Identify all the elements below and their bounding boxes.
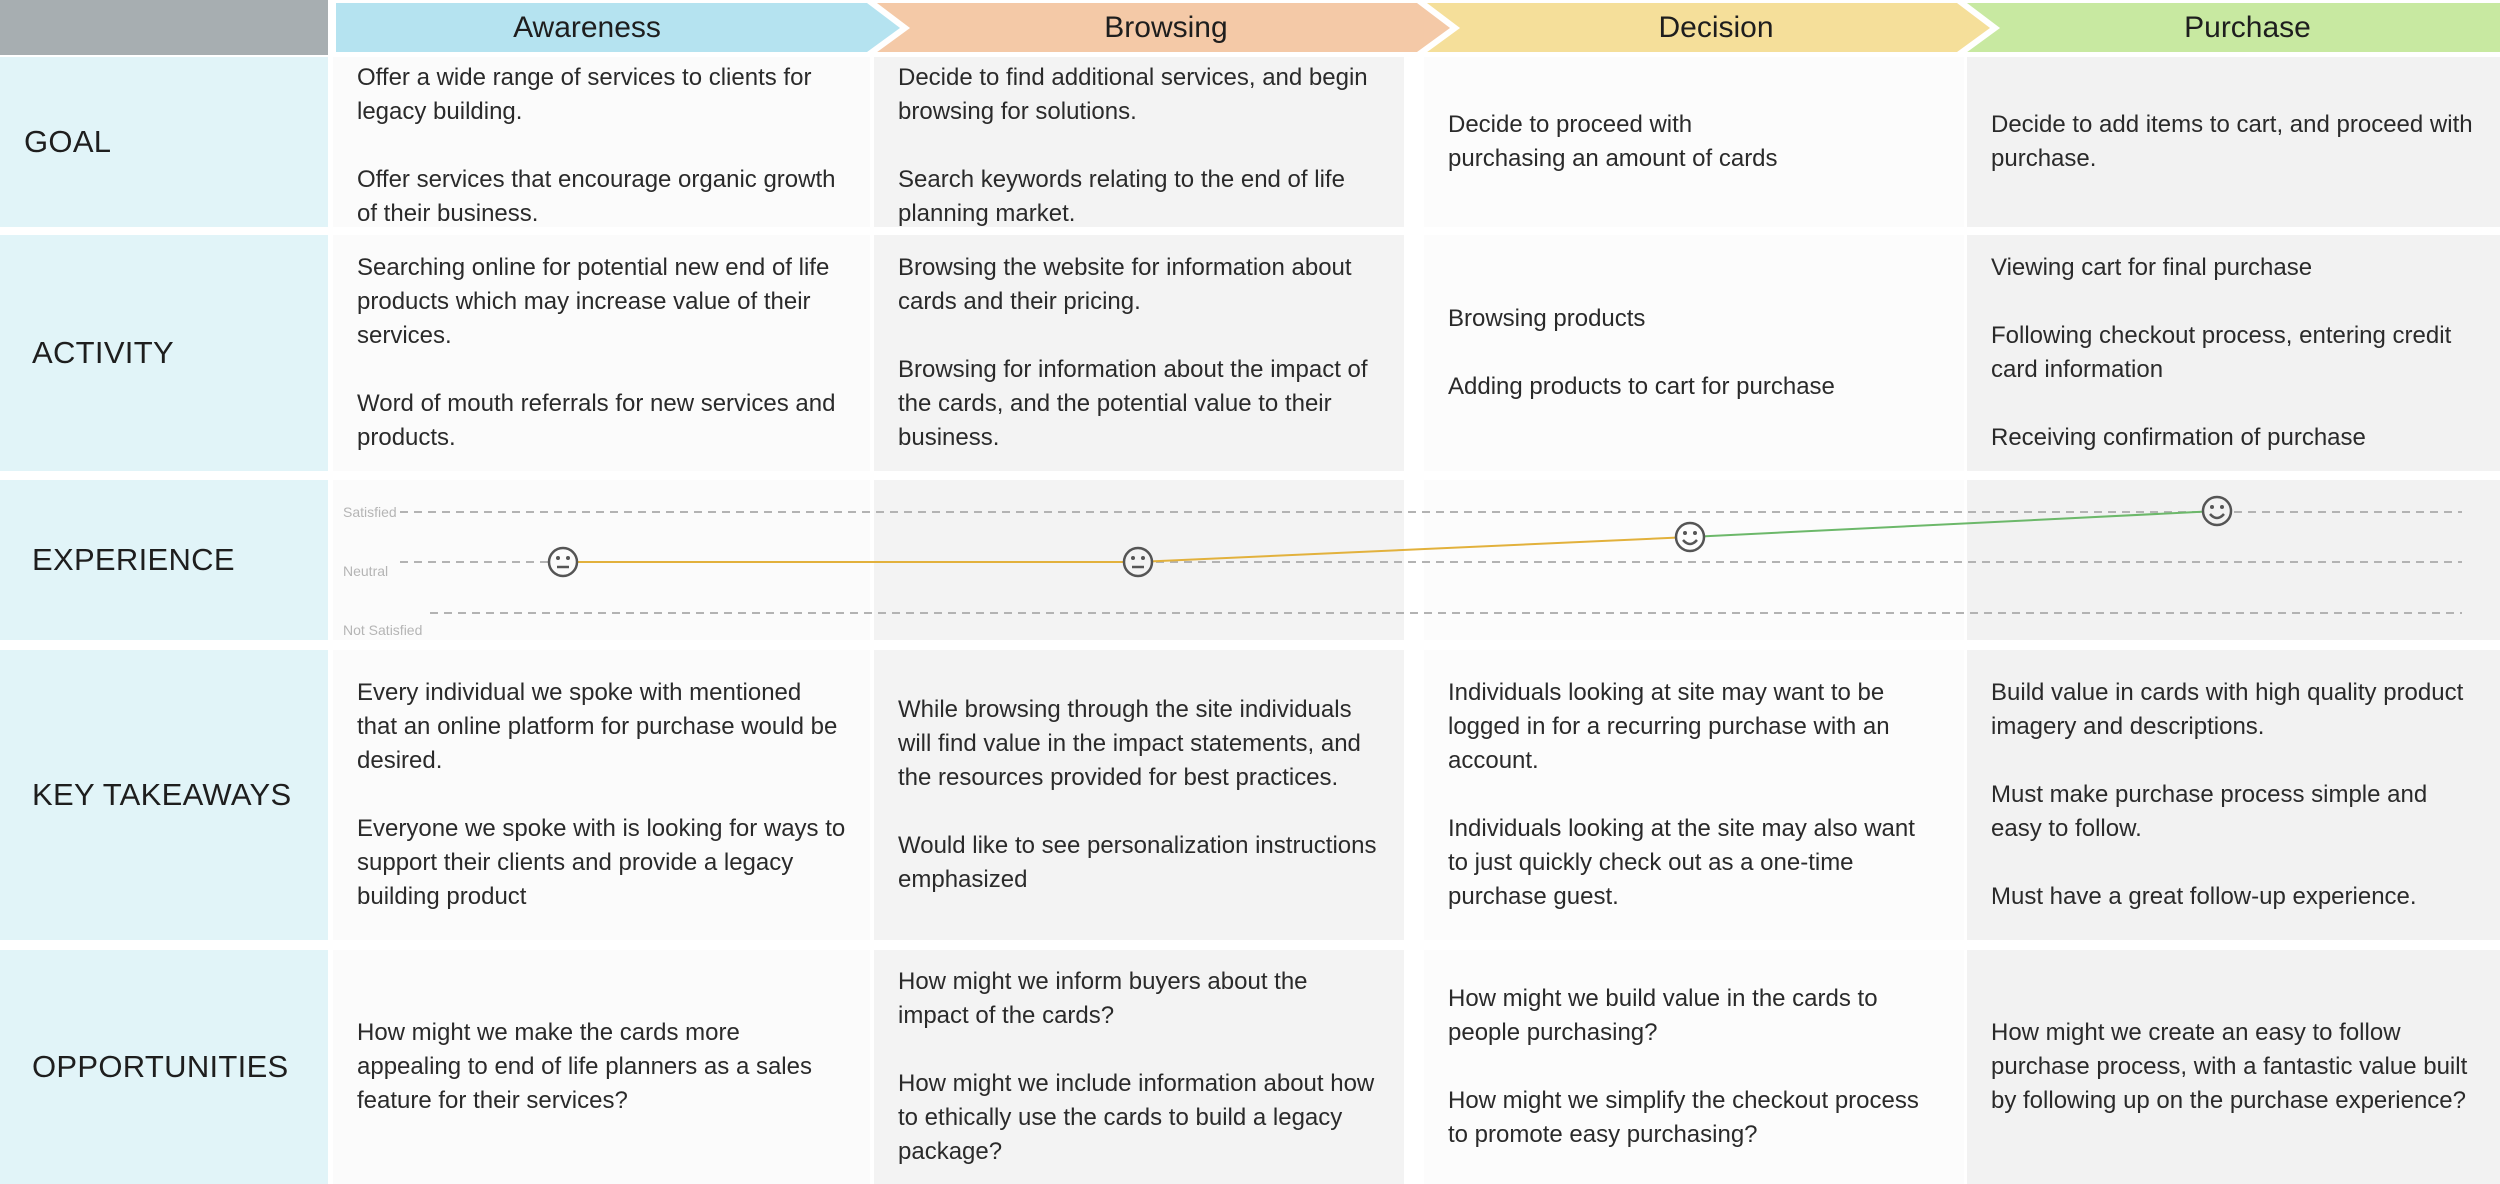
cell-text: Individuals looking at the site may also want to just quickly check out as a one-time purchase guest. <box>1448 815 1915 910</box>
stage-decision: Decision <box>1658 11 1774 44</box>
cell-text: Adding products to cart for purchase <box>1448 373 1835 400</box>
level-label-not-satisfied: Not Satisfied <box>343 622 423 638</box>
goal-purchase-cell <box>1967 57 2500 227</box>
cell-text: Browsing the website for information about cards and their pricing. <box>898 254 1352 315</box>
neutral-face-icon <box>1124 548 1152 576</box>
opportunities-purchase-cell <box>1967 950 2500 1184</box>
cell-text: Must have a great follow-up experience. <box>1991 883 2417 910</box>
cell-text: Word of mouth referrals for new services and products. <box>357 390 836 451</box>
level-label-satisfied: Satisfied <box>343 504 397 520</box>
activity-decision-cell <box>1424 235 1964 471</box>
cell-text: Decide to find additional services, and begin browsing for solutions. <box>898 64 1368 125</box>
experience-graph <box>0 480 2500 640</box>
opportunities-awareness-cell <box>333 950 870 1184</box>
cell-text: Everyone we spoke with is looking for ways to support their clients and provide a legacy building product <box>357 815 846 910</box>
takeaways-decision-cell <box>1424 650 1964 940</box>
cell-text: Decide to proceed with purchasing an amount of cards <box>1448 111 1778 172</box>
takeaways-browsing-cell <box>874 650 1404 940</box>
cell-text: Following checkout process, entering credit card information <box>1991 322 2452 383</box>
row-label-opportunities: OPPORTUNITIES <box>0 950 328 1184</box>
cell-text: How might we make the cards more appealing to end of life planners as a sales feature for their services? <box>357 1019 812 1114</box>
cell-text: Browsing for information about the impact of the cards, and the potential value to their business. <box>898 356 1368 451</box>
goal-browsing-cell <box>874 57 1404 227</box>
cell-text: Receiving confirmation of purchase <box>1991 424 2366 451</box>
takeaways-awareness-cell <box>333 650 870 940</box>
cell-text: Individuals looking at site may want to be logged in for a recurring purchase with an account. <box>1448 679 1890 774</box>
activity-purchase-cell <box>1967 235 2500 471</box>
cell-text: How might we create an easy to follow purchase process, with a fantastic value built by following up on the purchase experience? <box>1991 1019 2468 1114</box>
neutral-face-icon <box>549 548 577 576</box>
row-label-goal: GOAL <box>0 57 328 227</box>
cell-text: Build value in cards with high quality product imagery and descriptions. <box>1991 679 2464 740</box>
cell-text: Search keywords relating to the end of life planning market. <box>898 166 1345 227</box>
goal-decision-cell <box>1424 57 1964 227</box>
activity-browsing-cell <box>874 235 1404 471</box>
cell-text: Offer a wide range of services to clients for legacy building. <box>357 64 812 125</box>
level-label-neutral: Neutral <box>343 563 389 579</box>
row-label-key-takeaways: KEY TAKEAWAYS <box>0 650 328 940</box>
smile-face-icon <box>2203 497 2231 525</box>
cell-text: Must make purchase process simple and easy to follow. <box>1991 781 2428 842</box>
smile-face-icon <box>1676 523 1704 551</box>
stage-browsing: Browsing <box>1104 11 1228 44</box>
activity-awareness-cell <box>333 235 870 471</box>
cell-text: How might we simplify the checkout process to promote easy purchasing? <box>1448 1087 1919 1148</box>
cell-text: While browsing through the site individuals will find value in the impact statements, and the resources provided for best practices. <box>898 696 1361 791</box>
experience-line-browsing-decision <box>1138 537 1690 562</box>
cell-text: Offer services that encourage organic growth of their business. <box>357 166 836 227</box>
opportunities-decision-cell <box>1424 950 1964 1184</box>
cell-text: Browsing products <box>1448 305 1646 332</box>
stage-purchase: Purchase <box>2184 11 2311 44</box>
cell-text: Every individual we spoke with mentioned that an online platform for purchase would be desired. <box>357 679 838 774</box>
cell-text: Searching online for potential new end of life products which may increase value of their services. <box>357 254 830 349</box>
cell-text: How might we build value in the cards to people purchasing? <box>1448 985 1878 1046</box>
cell-text: Decide to add items to cart, and proceed with purchase. <box>1991 111 2473 172</box>
cell-text: Would like to see personalization instructions emphasized <box>898 832 1377 893</box>
cell-text: Viewing cart for final purchase <box>1991 254 2313 281</box>
opportunities-browsing-cell <box>874 950 1404 1184</box>
stage-awareness: Awareness <box>513 11 661 44</box>
takeaways-purchase-cell <box>1967 650 2500 940</box>
row-label-experience: EXPERIENCE <box>0 480 328 640</box>
goal-awareness-cell <box>333 57 870 227</box>
cell-text: How might we include information about how to ethically use the cards to build a legacy package? <box>898 1070 1375 1165</box>
experience-line-decision-purchase <box>1690 511 2217 537</box>
row-label-activity: ACTIVITY <box>0 235 328 471</box>
cell-text: How might we inform buyers about the impact of the cards? <box>898 968 1308 1029</box>
